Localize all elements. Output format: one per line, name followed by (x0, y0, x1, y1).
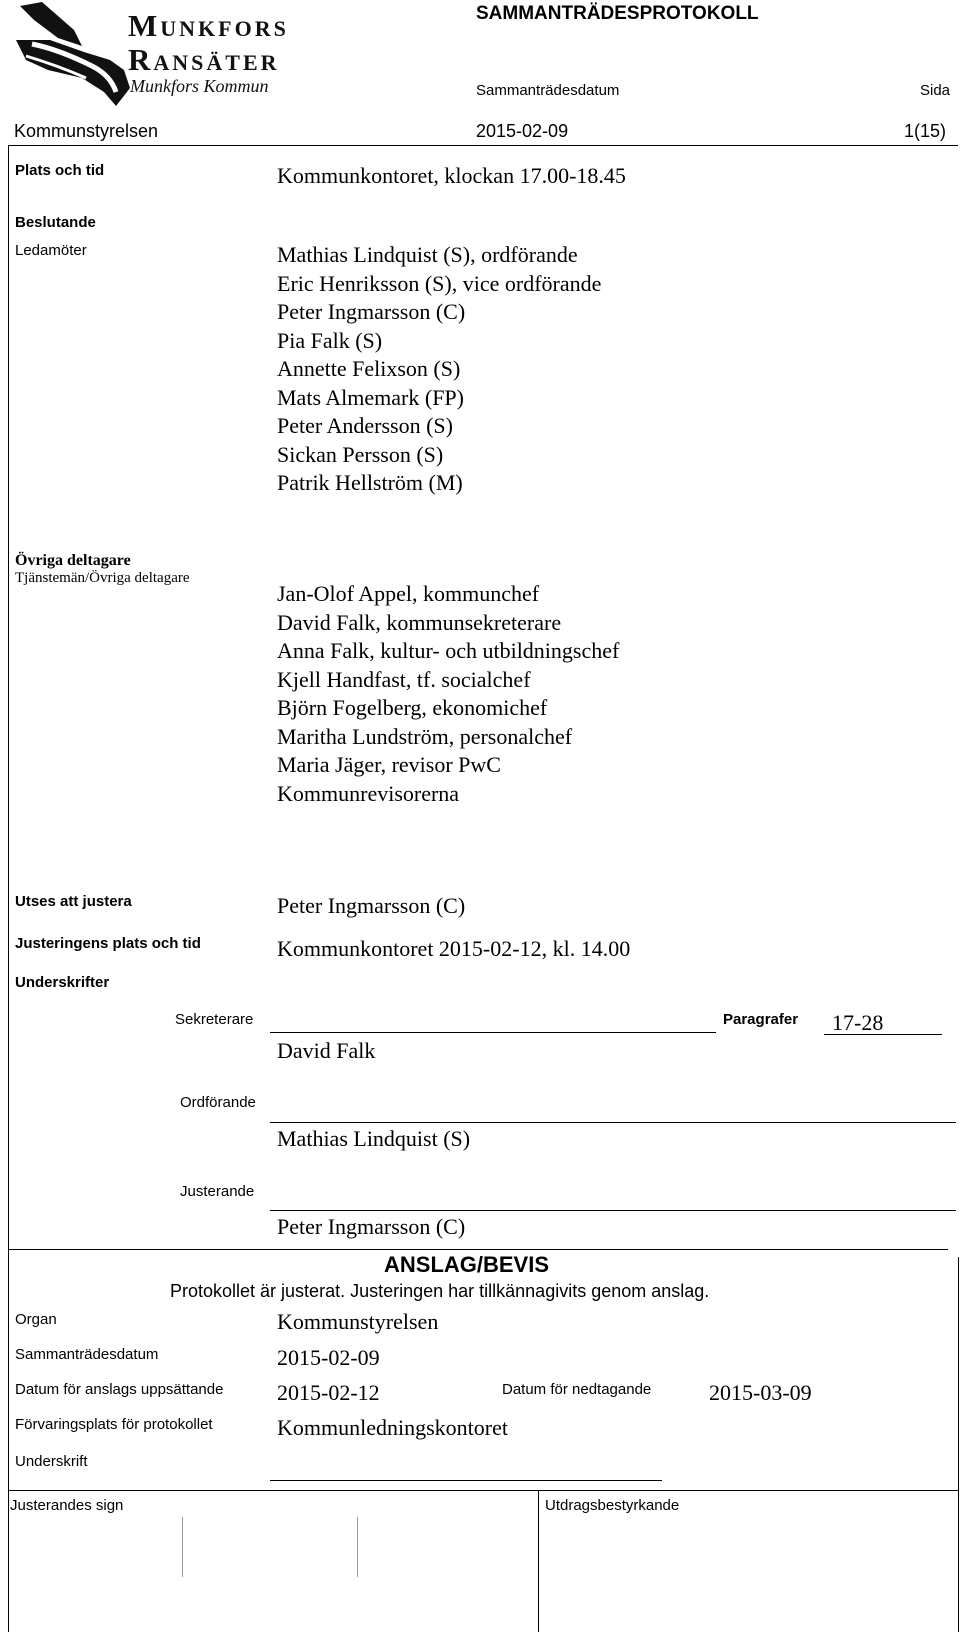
list-item: Peter Andersson (S) (277, 413, 453, 438)
sekreterare-label: Sekreterare (175, 1011, 254, 1028)
logo-line1: Munkfors (128, 8, 289, 43)
logo-subtitle: Munkfors Kommun (130, 76, 269, 96)
utses-value: Peter Ingmarsson (C) (277, 893, 466, 918)
paragrafer-value: 17-28 (832, 1010, 884, 1035)
ledamoter-label: Ledamöter (15, 242, 87, 259)
justerande-signature-line (270, 1210, 956, 1211)
justerande-label: Justerande (180, 1183, 255, 1200)
ordforande-signature-line (270, 1122, 956, 1123)
utses-label: Utses att justera (15, 893, 132, 910)
list-item: Patrik Hellström (M) (277, 470, 463, 495)
list-item: Eric Henriksson (S), vice ordförande (277, 270, 602, 296)
anslag-organ-label: Organ (15, 1311, 57, 1328)
anslag-top-rule (8, 1249, 948, 1250)
list-item: Maritha Lundström, personalchef (277, 723, 573, 749)
right-margin-line (958, 1257, 959, 1632)
sign-box-divider-1 (182, 1517, 183, 1577)
list-item: Annette Felixson (S) (277, 356, 461, 381)
header-page: 1(15) (904, 121, 947, 141)
footer-rule (8, 1490, 958, 1491)
ordforande-name: Mathias Lindquist (S) (277, 1126, 471, 1151)
header-date: 2015-02-09 (476, 121, 569, 141)
header-page-label: Sida (920, 82, 951, 99)
underskrifter-label: Underskrifter (15, 974, 110, 991)
underskrift-signature-line (270, 1480, 662, 1481)
anslag-organ-value: Kommunstyrelsen (277, 1309, 439, 1334)
ordforande-label: Ordförande (180, 1094, 256, 1111)
justerande-name: Peter Ingmarsson (C) (277, 1214, 466, 1239)
paragrafer-label: Paragrafer (723, 1011, 799, 1028)
nedtagande-value: 2015-03-09 (709, 1380, 812, 1405)
justerandes-sign-label: Justerandes sign (10, 1497, 124, 1514)
forvaring-label: Förvaringsplats för protokollet (15, 1416, 213, 1433)
list-item: Mathias Lindquist (S), ordförande (277, 242, 578, 267)
municipality-logo (12, 0, 297, 110)
paragrafer-line (824, 1034, 942, 1035)
ledamoter-list (277, 241, 601, 498)
list-item: Björn Fogelberg, ekonomichef (277, 695, 548, 720)
tjansteman-label: Tjänstemän/Övriga deltagare (15, 570, 190, 586)
plats-label: Plats och tid (15, 162, 105, 179)
anslag-datum-value: 2015-02-09 (277, 1345, 380, 1370)
list-item: Maria Jäger, revisor PwC (277, 752, 501, 777)
utdragsbestyrkande-label: Utdragsbestyrkande (545, 1497, 680, 1514)
list-item: David Falk, kommunsekreterare (277, 609, 562, 635)
header-organ: Kommunstyrelsen (14, 121, 159, 141)
footer-divider (538, 1490, 539, 1632)
left-margin-line (8, 145, 9, 1632)
justering-plats-label: Justeringens plats och tid (15, 935, 201, 952)
logo-line2: Ransäter (128, 42, 280, 77)
header-rule (8, 145, 958, 146)
list-item: Sickan Persson (S) (277, 441, 444, 467)
ovriga-label: Övriga deltagare (15, 552, 131, 569)
anslag-intro: Protokollet är justerat. Justeringen har tillkännagivits genom anslag. (170, 1281, 710, 1301)
list-item: Anna Falk, kultur- och utbildningschef (277, 638, 620, 663)
list-item: Pia Falk (S) (277, 327, 383, 353)
underskrift-label: Underskrift (15, 1453, 88, 1470)
list-item: Peter Ingmarsson (C) (277, 299, 466, 324)
logo-emblem-icon (12, 0, 142, 110)
plats-value: Kommunkontoret, klockan 17.00-18.45 (277, 163, 626, 188)
sign-box-divider-2 (357, 1517, 358, 1577)
sekreterare-name: David Falk (277, 1038, 376, 1063)
nedtagande-label: Datum för nedtagande (502, 1381, 652, 1398)
uppsattande-label: Datum för anslags uppsättande (15, 1381, 224, 1398)
forvaring-value: Kommunledningskontoret (277, 1415, 508, 1440)
anslag-datum-label: Sammanträdesdatum (15, 1346, 159, 1363)
list-item: Kjell Handfast, tf. socialchef (277, 666, 531, 692)
document-title: SAMMANTRÄDESPROTOKOLL (476, 3, 759, 24)
list-item: Jan-Olof Appel, kommunchef (277, 581, 540, 606)
anslag-title: ANSLAG/BEVIS (384, 1252, 550, 1277)
list-item: Kommunrevisorerna (277, 780, 460, 806)
ovriga-list (277, 580, 619, 808)
list-item: Mats Almemark (FP) (277, 384, 464, 410)
header-date-label: Sammanträdesdatum (476, 82, 620, 99)
justering-plats-value: Kommunkontoret 2015-02-12, kl. 14.00 (277, 936, 631, 961)
beslutande-label: Beslutande (15, 214, 96, 231)
sekreterare-signature-line (270, 1032, 716, 1033)
uppsattande-value: 2015-02-12 (277, 1380, 380, 1405)
